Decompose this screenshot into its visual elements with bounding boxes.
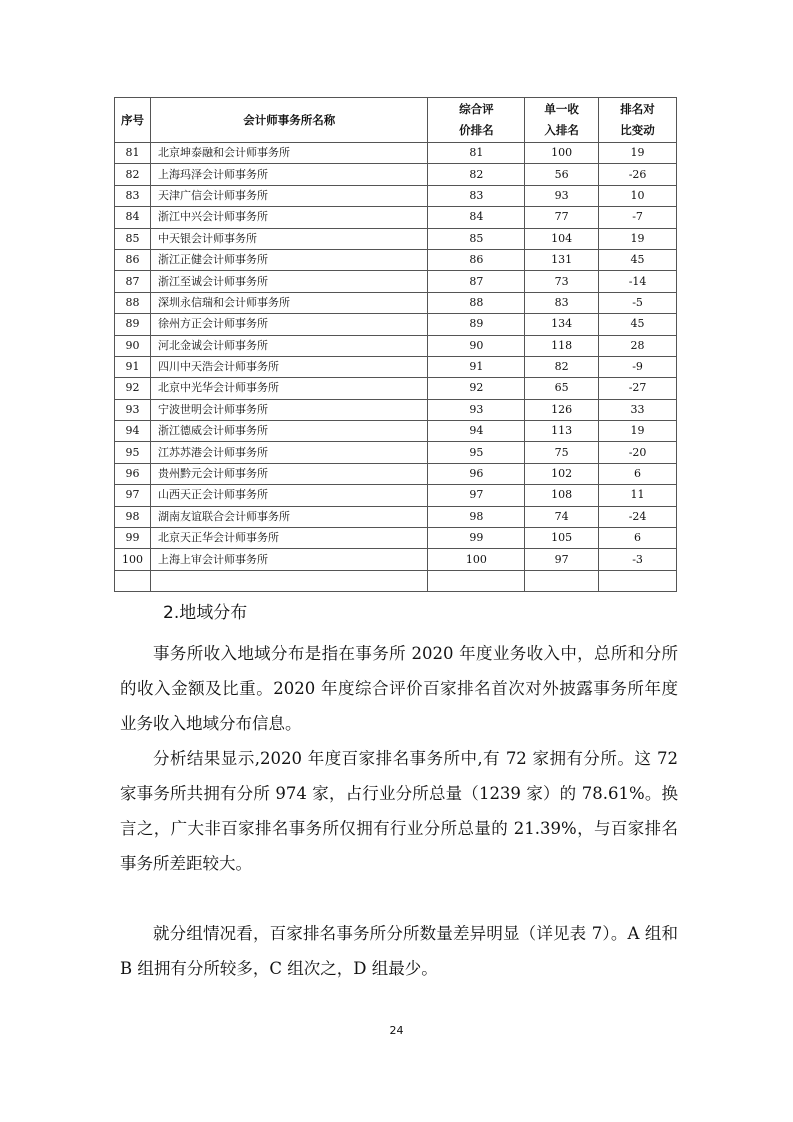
cell-composite: 81: [428, 143, 525, 164]
cell-composite: 96: [428, 463, 525, 484]
cell-name: 浙江中兴会计师事务所: [150, 207, 428, 228]
cell-name: 浙江正健会计师事务所: [150, 249, 428, 270]
cell-seq: 94: [115, 421, 151, 442]
cell-composite: 87: [428, 271, 525, 292]
table-row: [115, 399, 677, 420]
cell-name: 河北金诚会计师事务所: [150, 335, 428, 356]
cell-seq: 82: [115, 164, 151, 185]
cell-composite: 86: [428, 249, 525, 270]
cell-name: 贵州黔元会计师事务所: [150, 463, 428, 484]
paragraph-3: 就分组情况看，百家排名事务所分所数量差异明显（详见表 7）。A 组和 B 组拥有分所较多，C 组次之，D 组最少。: [120, 924, 678, 978]
cell-change: -24: [599, 506, 677, 527]
cell-income: 126: [525, 399, 599, 420]
paragraph-2: 分析结果显示,2020 年度百家排名事务所中,有 72 家拥有分所。这 72 家事务所共拥有分所 974 家，占行业分所总量（1239 家）的 78.61%。换言之，广大非百家排名事务所仅拥有行业分所总量的 21.39%，与百家排名事务所差距较大。: [120, 749, 678, 873]
table-row: [115, 506, 677, 527]
cell-composite: 85: [428, 228, 525, 249]
cell-seq: 91: [115, 356, 151, 377]
cell-income: 75: [525, 442, 599, 463]
header-composite-rank: 综合评 价排名: [428, 98, 525, 143]
empty-cell: [599, 570, 677, 591]
cell-change: 45: [599, 314, 677, 335]
table-row: [115, 421, 677, 442]
cell-change: -14: [599, 271, 677, 292]
table-row: [115, 207, 677, 228]
table-row: [115, 292, 677, 313]
empty-table-row: [115, 570, 677, 591]
header-seq: 序号: [115, 98, 151, 143]
cell-change: 33: [599, 399, 677, 420]
paragraph-1: 事务所收入地域分布是指在事务所 2020 年度业务收入中，总所和分所的收入金额及比重。2020 年度综合评价百家排名首次对外披露事务所年度业务收入地域分布信息。: [120, 644, 678, 733]
cell-composite: 89: [428, 314, 525, 335]
cell-income: 118: [525, 335, 599, 356]
cell-change: 6: [599, 528, 677, 549]
cell-change: 6: [599, 463, 677, 484]
table-row: [115, 314, 677, 335]
table-row: [115, 185, 677, 206]
cell-seq: 96: [115, 463, 151, 484]
cell-seq: 83: [115, 185, 151, 206]
cell-name: 徐州方正会计师事务所: [150, 314, 428, 335]
cell-income: 82: [525, 356, 599, 377]
cell-name: 四川中天浩会计师事务所: [150, 356, 428, 377]
cell-name: 上海玛泽会计师事务所: [150, 164, 428, 185]
cell-income: 134: [525, 314, 599, 335]
cell-change: 19: [599, 421, 677, 442]
cell-seq: 98: [115, 506, 151, 527]
cell-income: 97: [525, 549, 599, 570]
cell-composite: 95: [428, 442, 525, 463]
cell-change: 45: [599, 249, 677, 270]
table-row: [115, 271, 677, 292]
cell-seq: 86: [115, 249, 151, 270]
page-number: 24: [389, 1024, 404, 1037]
table-row: [115, 378, 677, 399]
cell-income: 74: [525, 506, 599, 527]
table-row: [115, 249, 677, 270]
cell-name: 湖南友谊联合会计师事务所: [150, 506, 428, 527]
header-rank-change: 排名对 比变动: [599, 98, 677, 143]
cell-seq: 89: [115, 314, 151, 335]
cell-seq: 84: [115, 207, 151, 228]
cell-name: 中天银会计师事务所: [150, 228, 428, 249]
cell-name: 上海上审会计师事务所: [150, 549, 428, 570]
cell-seq: 97: [115, 485, 151, 506]
cell-income: 83: [525, 292, 599, 313]
cell-seq: 99: [115, 528, 151, 549]
table-row: [115, 164, 677, 185]
empty-cell: [428, 570, 525, 591]
cell-name: 天津广信会计师事务所: [150, 185, 428, 206]
cell-name: 浙江德威会计师事务所: [150, 421, 428, 442]
cell-change: -3: [599, 549, 677, 570]
cell-change: -5: [599, 292, 677, 313]
cell-change: 10: [599, 185, 677, 206]
cell-income: 56: [525, 164, 599, 185]
cell-composite: 93: [428, 399, 525, 420]
cell-change: 28: [599, 335, 677, 356]
cell-name: 山西天正会计师事务所: [150, 485, 428, 506]
cell-name: 宁波世明会计师事务所: [150, 399, 428, 420]
cell-income: 104: [525, 228, 599, 249]
cell-seq: 93: [115, 399, 151, 420]
cell-income: 102: [525, 463, 599, 484]
empty-cell: [525, 570, 599, 591]
table-header-row: [115, 98, 677, 143]
cell-income: 113: [525, 421, 599, 442]
cell-income: 65: [525, 378, 599, 399]
cell-seq: 85: [115, 228, 151, 249]
cell-income: 93: [525, 185, 599, 206]
cell-income: 77: [525, 207, 599, 228]
cell-seq: 90: [115, 335, 151, 356]
cell-seq: 92: [115, 378, 151, 399]
cell-seq: 100: [115, 549, 151, 570]
cell-income: 100: [525, 143, 599, 164]
table-row: [115, 528, 677, 549]
cell-composite: 94: [428, 421, 525, 442]
cell-composite: 83: [428, 185, 525, 206]
cell-change: -7: [599, 207, 677, 228]
table-row: [115, 463, 677, 484]
header-name: 会计师事务所名称: [150, 98, 428, 143]
cell-name: 北京天正华会计师事务所: [150, 528, 428, 549]
table-row: [115, 549, 677, 570]
table-row: [115, 485, 677, 506]
cell-composite: 88: [428, 292, 525, 313]
cell-composite: 97: [428, 485, 525, 506]
cell-income: 105: [525, 528, 599, 549]
cell-name: 江苏苏港会计师事务所: [150, 442, 428, 463]
cell-composite: 92: [428, 378, 525, 399]
empty-cell: [115, 570, 151, 591]
cell-change: -26: [599, 164, 677, 185]
table-row: [115, 356, 677, 377]
cell-composite: 98: [428, 506, 525, 527]
cell-name: 深圳永信瑞和会计师事务所: [150, 292, 428, 313]
table-row: [115, 335, 677, 356]
cell-composite: 91: [428, 356, 525, 377]
table-row: [115, 442, 677, 463]
section-heading: 2.地域分布: [163, 603, 248, 623]
cell-composite: 90: [428, 335, 525, 356]
cell-composite: 82: [428, 164, 525, 185]
cell-income: 108: [525, 485, 599, 506]
ranking-table: [114, 97, 677, 592]
cell-composite: 99: [428, 528, 525, 549]
cell-name: 北京坤泰融和会计师事务所: [150, 143, 428, 164]
cell-seq: 87: [115, 271, 151, 292]
cell-income: 73: [525, 271, 599, 292]
cell-composite: 100: [428, 549, 525, 570]
cell-name: 浙江至诚会计师事务所: [150, 271, 428, 292]
cell-change: 19: [599, 228, 677, 249]
cell-seq: 81: [115, 143, 151, 164]
table-row: [115, 228, 677, 249]
cell-seq: 88: [115, 292, 151, 313]
cell-seq: 95: [115, 442, 151, 463]
cell-composite: 84: [428, 207, 525, 228]
cell-change: 11: [599, 485, 677, 506]
table-row: [115, 143, 677, 164]
cell-change: -27: [599, 378, 677, 399]
cell-name: 北京中光华会计师事务所: [150, 378, 428, 399]
cell-change: 19: [599, 143, 677, 164]
cell-change: -9: [599, 356, 677, 377]
empty-cell: [150, 570, 428, 591]
header-income-rank: 单一收 入排名: [525, 98, 599, 143]
cell-change: -20: [599, 442, 677, 463]
cell-income: 131: [525, 249, 599, 270]
